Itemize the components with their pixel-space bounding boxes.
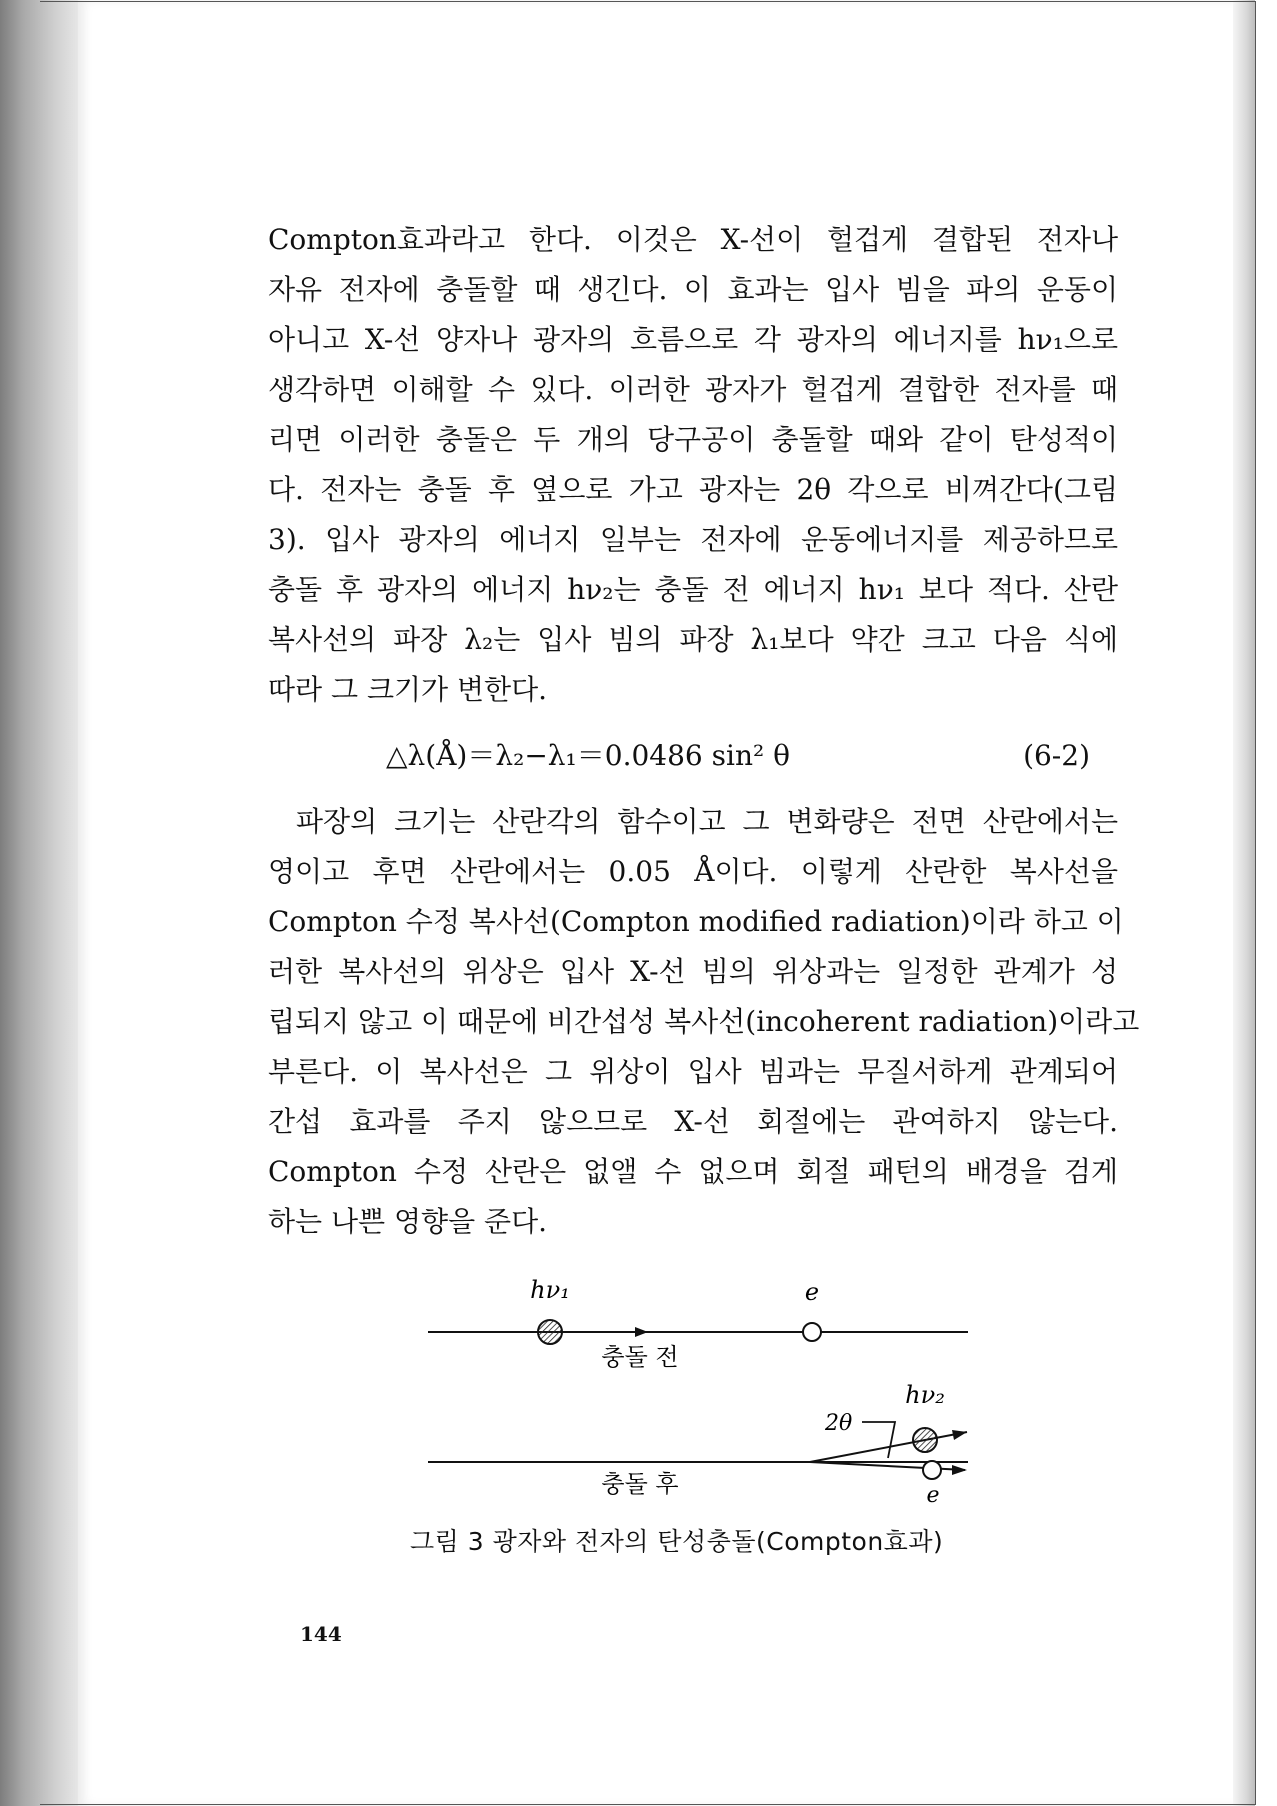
text-line: 영이고 후면 산란에서는 0.05 Å이다. 이렇게 산란한 복사선을 bbox=[268, 855, 1118, 888]
equation-expression: △λ(Å)＝λ₂−λ₁＝0.0486 sin² θ bbox=[386, 739, 790, 772]
text-line: 따라 그 크기가 변한다. bbox=[268, 673, 548, 706]
text-line: Compton효과라고 한다. 이것은 X-선이 헐겁게 결합된 전자나 bbox=[268, 223, 1118, 256]
text-line: 충돌 후 광자의 에너지 hν₂는 충돌 전 에너지 hν₁ 보다 적다. 산란 bbox=[268, 573, 1118, 606]
photon-after bbox=[913, 1428, 937, 1452]
page-body-text bbox=[268, 215, 1140, 1247]
electron-after-label: e bbox=[926, 1483, 940, 1508]
compton-diagram bbox=[400, 1270, 1000, 1530]
arrow-icon bbox=[635, 1327, 648, 1337]
electron-before-label: e bbox=[804, 1278, 820, 1306]
after-collision-label: 충돌 후 bbox=[601, 1470, 679, 1498]
photon-before bbox=[538, 1320, 562, 1344]
text-line: 리면 이러한 충돌은 두 개의 당구공이 충돌할 때와 같이 탄성적이 bbox=[268, 423, 1118, 456]
photon-after-label: hν₂ bbox=[905, 1381, 945, 1409]
text-line: 러한 복사선의 위상은 입사 X-선 빔의 위상과는 일정한 관계가 성 bbox=[268, 955, 1118, 988]
text-line: Compton 수정 산란은 없앨 수 없으며 회절 패턴의 배경을 검게 bbox=[268, 1155, 1118, 1188]
figure-caption: 그림 3 광자와 전자의 탄성충돌(Compton효과) bbox=[410, 1527, 944, 1556]
text-line: 파장의 크기는 산란각의 함수이고 그 변화량은 전면 산란에서는 bbox=[296, 805, 1118, 838]
angle-label: 2θ bbox=[825, 1411, 853, 1436]
book-spine bbox=[0, 0, 78, 1806]
text-line: 자유 전자에 충돌할 때 생긴다. 이 효과는 입사 빔을 파의 운동이 bbox=[268, 273, 1118, 306]
text-line: 간섭 효과를 주지 않으므로 X-선 회절에는 관여하지 않는다. bbox=[268, 1105, 1118, 1138]
equation-number: (6-2) bbox=[1023, 739, 1090, 772]
page-edge-shadow bbox=[1233, 0, 1255, 1806]
photon-before-label: hν₁ bbox=[530, 1276, 570, 1304]
before-collision-label: 충돌 전 bbox=[601, 1343, 679, 1371]
paragraph-compton-modified-radiation bbox=[268, 797, 1140, 1247]
text-line: 립되지 않고 이 때문에 비간섭성 복사선(incoherent radiation)이라고 bbox=[268, 1005, 1140, 1038]
arrow-icon bbox=[952, 1465, 967, 1475]
electron-after bbox=[923, 1461, 941, 1479]
angle-indicator bbox=[862, 1422, 895, 1458]
text-line: 생각하면 이해할 수 있다. 이러한 광자가 헐겁게 결합한 전자를 때 bbox=[268, 373, 1118, 406]
electron-before bbox=[803, 1323, 821, 1341]
text-line: 복사선의 파장 λ₂는 입사 빔의 파장 λ₁보다 약간 크고 다음 식에 bbox=[268, 623, 1118, 656]
page-number: 144 bbox=[300, 1622, 342, 1646]
text-line: 아니고 X-선 양자나 광자의 흐름으로 각 광자의 에너지를 hν₁으로 bbox=[268, 323, 1118, 356]
text-line: 부른다. 이 복사선은 그 위상이 입사 빔과는 무질서하게 관계되어 bbox=[268, 1055, 1118, 1088]
text-line: 하는 나쁜 영향을 준다. bbox=[268, 1205, 548, 1238]
text-line: 3). 입사 광자의 에너지 일부는 전자에 운동에너지를 제공하므로 bbox=[268, 523, 1118, 556]
text-line: 다. 전자는 충돌 후 옆으로 가고 광자는 2θ 각으로 비껴간다(그림 bbox=[268, 473, 1118, 506]
paragraph-compton-intro bbox=[268, 215, 1118, 715]
equation-6-2 bbox=[268, 721, 1118, 791]
text-line: Compton 수정 복사선(Compton modified radiation)이라 하고 이 bbox=[268, 905, 1124, 938]
